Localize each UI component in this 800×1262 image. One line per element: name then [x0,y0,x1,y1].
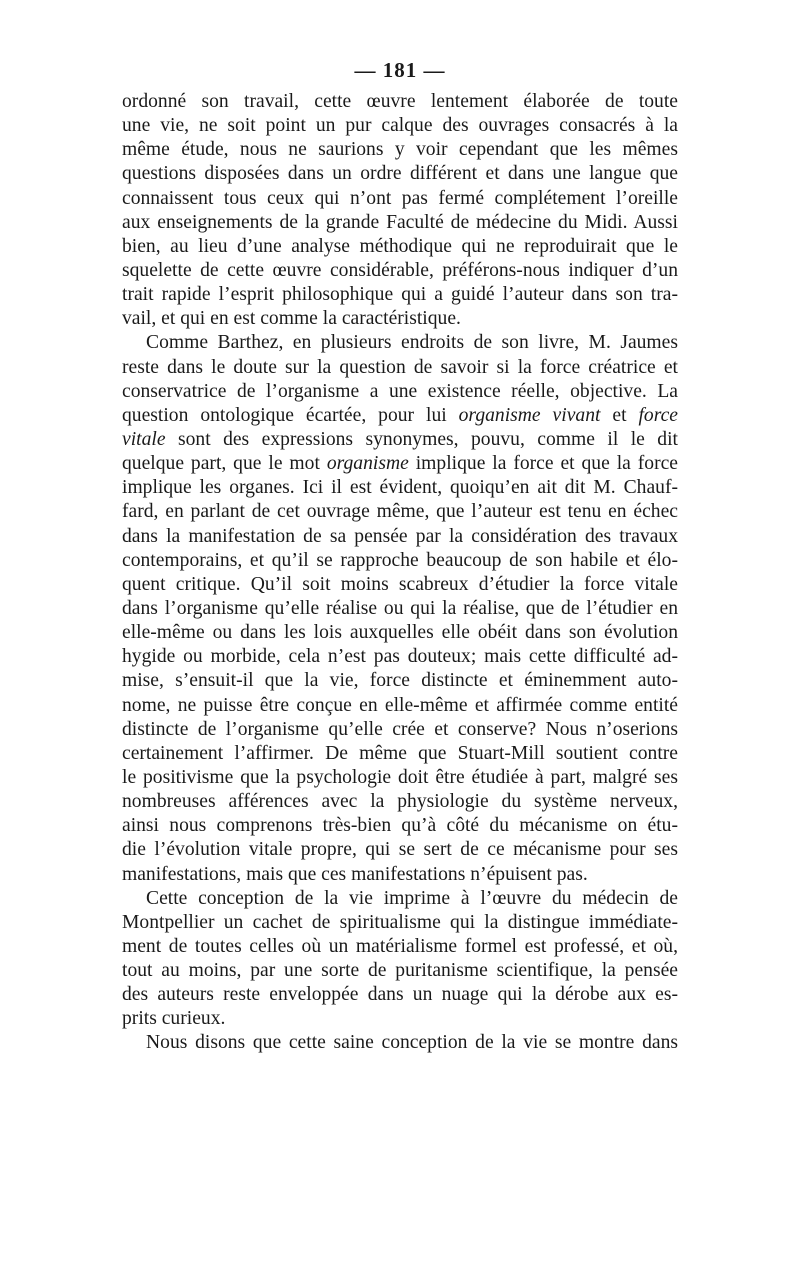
text-segment: conservatrice de l’organisme a une existence réelle, objective. La [122,380,678,402]
body-text [122,90,678,1056]
text-line [122,283,678,307]
text-segment: une vie, ne soit point un pur calque des ouvrages consacrés à la [122,115,678,137]
text-line [122,863,678,887]
text-segment: trait rapide l’esprit philosophique qui a guidé l’auteur dans son tra- [122,284,678,306]
text-line [122,959,678,983]
text-line [122,694,678,718]
text-segment: bien, au lieu d’une analyse méthodique qui ne reproduirait que le [122,235,678,257]
text-line [122,162,678,186]
text-segment: des auteurs reste enveloppée dans un nuage qui la dérobe aux es- [122,984,678,1006]
italic-term: organisme [326,453,409,475]
text-segment: aux enseignements de la grande Faculté de médecine du Midi. Aussi [122,211,678,233]
text-line [122,476,678,500]
text-line [122,138,678,162]
italic-term: vitale [122,428,166,450]
text-line [122,911,678,935]
text-line [122,187,678,211]
text-segment: dans la manifestation de sa pensée par la considération des travaux [122,525,678,547]
text-line [122,838,678,862]
text-line [122,404,678,428]
text-segment: die l’évolution vitale propre, qui se sert de ce mécanisme pour ses [122,839,678,861]
text-segment: questions disposées dans un ordre différent et dans une langue que [122,163,678,185]
text-segment: prits curieux. [122,1008,226,1030]
text-line [122,1031,678,1055]
text-line [122,428,678,452]
text-segment: squelette de cette œuvre considérable, préférons-nous indiquer d’un [122,259,678,281]
text-line [122,211,678,235]
text-segment: connaissent tous ceux qui n’ont pas fermé complétement l’oreille [122,187,678,209]
text-segment: et [612,404,627,426]
page-number: — 181 — [354,58,446,82]
text-segment: Comme Barthez, en plusieurs endroits de son livre, M. Jaumes [146,332,678,354]
text-segment: ainsi nous comprenons très-bien qu’à côté du mécanisme on étu- [122,815,678,837]
text-segment: nombreuses afférences avec la physiologie du système nerveux, [122,791,678,813]
text-segment: nome, ne puisse être conçue en elle-même et affirmée comme entité [122,694,678,716]
text-segment: elle-même ou dans les lois auxquelles elle obéit dans son évolution [122,622,678,644]
text-line [122,645,678,669]
italic-term: force [638,404,678,426]
text-segment: même étude, nous ne saurions y voir cependant que les mêmes [122,139,678,161]
text-line [122,331,678,355]
text-segment: contemporains, et qu’il se rapproche beaucoup de son habile et élo- [122,549,678,571]
text-segment: mise, s’ensuit-il que la vie, force distincte et éminemment auto- [122,670,678,692]
text-line [122,549,678,573]
text-line [122,790,678,814]
text-line [122,718,678,742]
text-line [122,983,678,1007]
text-segment: tout au moins, par une sorte de puritanisme scientifique, la pensée [122,960,678,982]
text-segment: dans l’organisme qu’elle réalise ou qui la réalise, que de l’étudier en [122,597,678,619]
text-segment: implique les organes. Ici il est évident, quoiqu’en ait dit M. Chauf- [122,477,678,499]
text-segment: hygide ou morbide, cela n’est pas douteux; mais cette difficulté ad- [122,646,678,668]
text-segment: manifestations, mais que ces manifestations n’épuisent pas. [122,863,588,885]
text-segment: quelque part, que le mot [122,453,320,475]
text-segment: ordonné son travail, cette œuvre lentement élaborée de toute [122,91,678,112]
text-line [122,887,678,911]
text-line [122,669,678,693]
text-line [122,452,678,476]
text-line [122,814,678,838]
text-line [122,500,678,524]
text-segment: distincte de l’organisme qu’elle crée et conserve? Nous n’oserions [122,718,678,740]
text-line [122,90,678,114]
text-segment: fard, en parlant de cet ouvrage même, que l’auteur est tenu en échec [122,501,678,523]
text-segment: implique la force et que la force [415,453,678,475]
text-segment: Montpellier un cachet de spiritualisme qui la distingue immédiate- [122,911,678,933]
text-line [122,235,678,259]
text-line [122,114,678,138]
text-segment: Nous disons que cette saine conception de la vie se montre dans [146,1032,678,1054]
text-line [122,597,678,621]
text-segment: quent critique. Qu’il soit moins scabreux d’étudier la force vitale [122,573,678,595]
text-line [122,573,678,597]
text-segment: ment de toutes celles où un matérialisme formel est professé, et où, [122,935,678,957]
text-segment: le positivisme que la psychologie doit être étudiée à part, malgré ses [122,766,678,788]
text-line [122,259,678,283]
text-segment: certainement l’affirmer. De même que Stuart-Mill soutient contre [122,742,678,764]
text-segment: reste dans le doute sur la question de savoir si la force créatrice et [122,356,678,378]
text-line [122,742,678,766]
text-segment: vail, et qui en est comme la caractéristique. [122,308,461,330]
text-line [122,766,678,790]
text-line [122,621,678,645]
text-line [122,525,678,549]
text-line [122,307,678,331]
text-line [122,380,678,404]
text-segment: question ontologique écartée, pour lui [122,404,447,426]
text-segment: Cette conception de la vie imprime à l’œuvre du médecin de [146,887,678,909]
italic-term: organisme vivant [458,404,601,426]
text-line [122,935,678,959]
text-line [122,356,678,380]
text-line [122,1007,678,1031]
text-segment: sont des expressions synonymes, pouvu, comme il le dit [177,428,678,450]
